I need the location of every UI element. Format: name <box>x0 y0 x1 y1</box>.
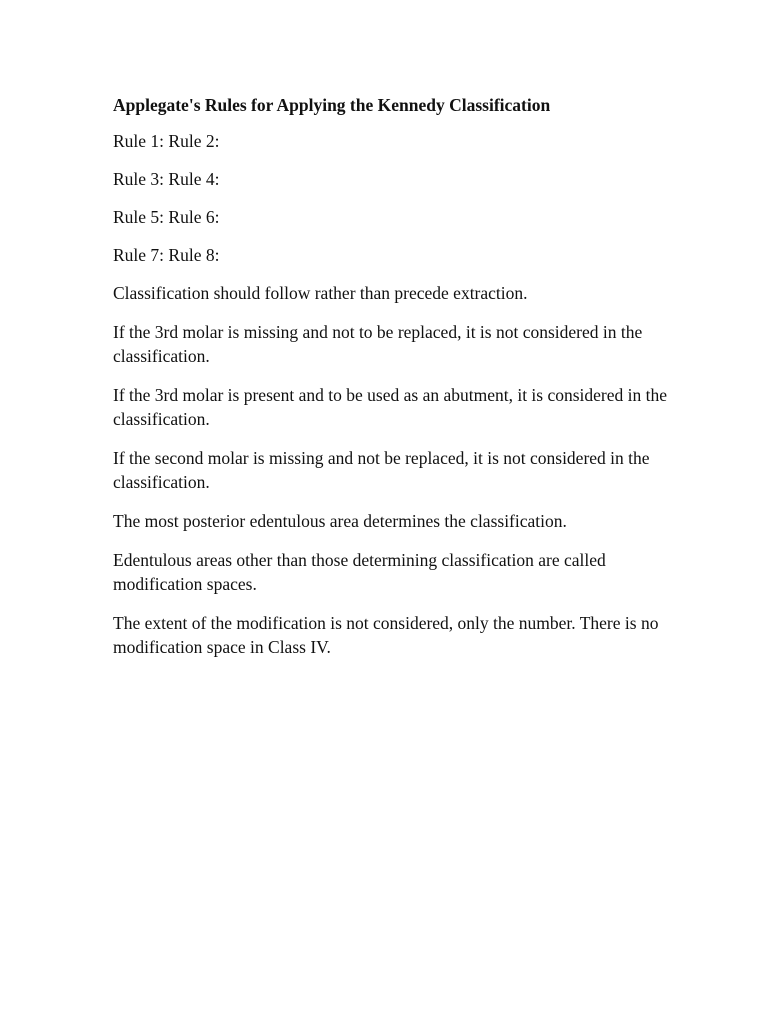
paragraph: Edentulous areas other than those determining classification are called modification spaces. <box>113 550 606 594</box>
paragraph: The extent of the modification is not considered, only the number. There is no modification space in Class IV. <box>113 613 659 657</box>
rule-line: Rule 3: Rule 4: <box>113 169 220 189</box>
document-page <box>113 93 673 674</box>
paragraph: If the 3rd molar is present and to be used as an abutment, it is considered in the classification. <box>113 385 668 429</box>
document-title: Applegate's Rules for Applying the Kennedy Classification <box>113 95 551 115</box>
paragraph: The most posterior edentulous area determines the classification. <box>113 511 567 531</box>
paragraph: Classification should follow rather than precede extraction. <box>113 283 528 303</box>
rule-line: Rule 5: Rule 6: <box>113 207 220 227</box>
rule-line: Rule 7: Rule 8: <box>113 245 220 265</box>
paragraph: If the second molar is missing and not be replaced, it is not considered in the classification. <box>113 448 650 492</box>
paragraph: If the 3rd molar is missing and not to be replaced, it is not considered in the classification. <box>113 322 643 366</box>
rule-line: Rule 1: Rule 2: <box>113 131 220 151</box>
